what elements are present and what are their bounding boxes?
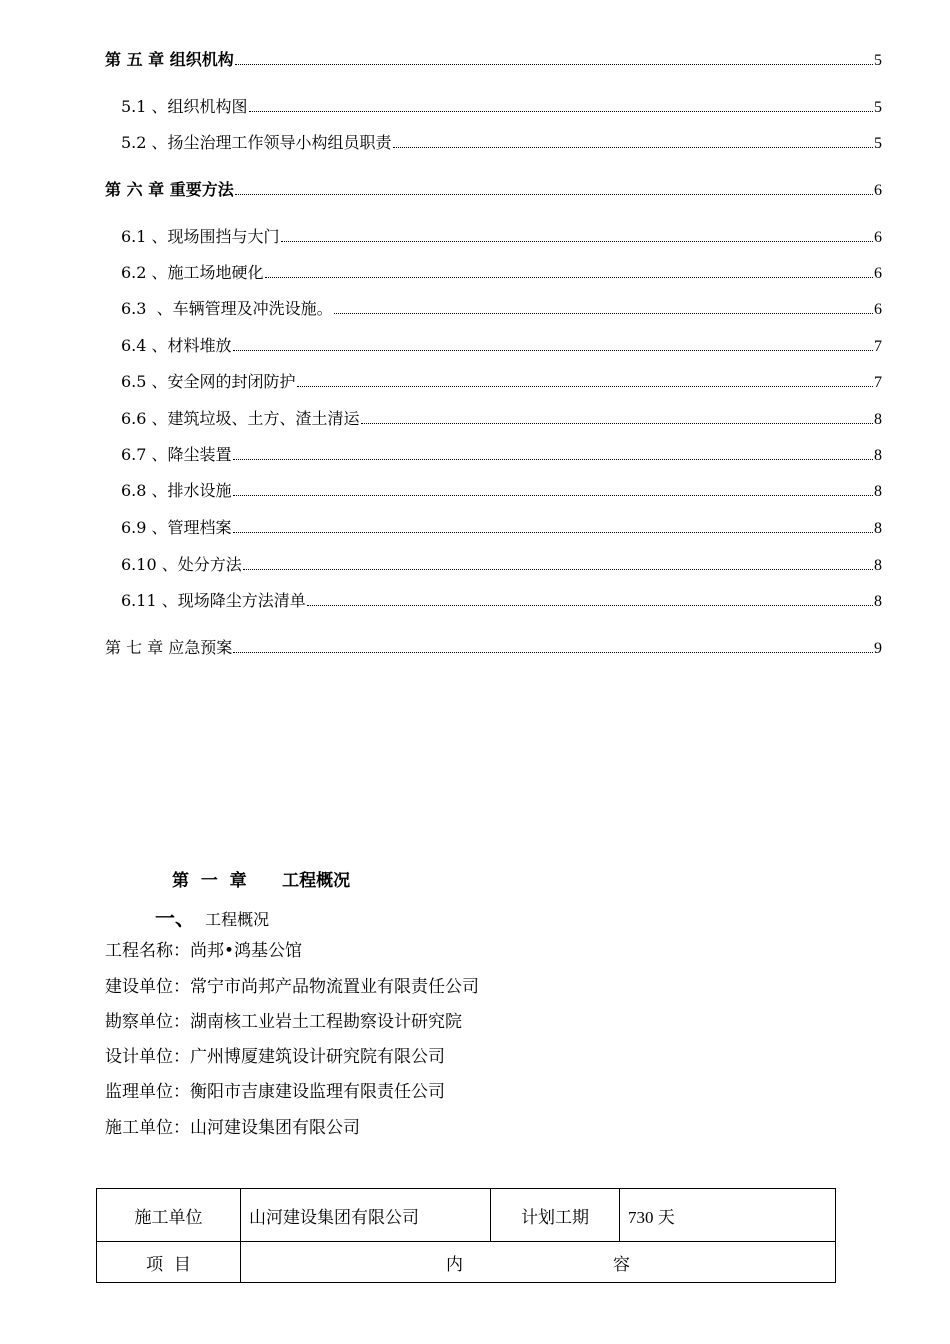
toc-entry-page: 6	[874, 229, 882, 246]
toc-entry-page: 8	[874, 447, 882, 464]
toc-leader-dots	[393, 146, 873, 148]
toc-entry-title: 5.1 、组织机构图	[121, 97, 248, 116]
project-info-table	[96, 1188, 836, 1283]
planned-duration-value: 730 天	[620, 1189, 836, 1242]
content-header	[241, 1242, 836, 1283]
toc-entry[interactable]	[121, 97, 882, 118]
toc-entry[interactable]	[121, 133, 882, 154]
toc-entry[interactable]	[121, 227, 882, 248]
toc-entry-title: 6.5 、安全网的封闭防护	[121, 372, 296, 391]
toc-leader-dots	[233, 349, 873, 351]
item-header: 项 目	[97, 1242, 241, 1283]
toc-entry[interactable]	[121, 299, 882, 320]
toc-entry-title: 5.2 、扬尘治理工作领导小构组员职责	[121, 133, 392, 152]
section-title-text: 工程概况	[205, 910, 270, 929]
toc-leader-dots	[265, 276, 873, 278]
toc-entry[interactable]	[121, 481, 882, 502]
chapter-title: 第 一 章 工程概况	[172, 871, 351, 891]
toc-leader-dots	[361, 422, 873, 424]
toc-entry-title: 6.4 、材料堆放	[121, 336, 232, 355]
toc-leader-dots	[233, 531, 873, 533]
toc-entry-page: 5	[874, 99, 882, 116]
toc-leader-dots	[233, 494, 873, 496]
toc-leader-dots	[307, 604, 873, 606]
toc-entry-title: 第 五 章 组织机构	[105, 50, 234, 69]
toc-entry-page: 9	[874, 640, 882, 657]
toc-entry-title: 6.8 、排水设施	[121, 481, 232, 500]
toc-entry-page: 5	[874, 52, 882, 69]
toc-leader-dots	[249, 110, 873, 112]
toc-entry-page: 5	[874, 135, 882, 152]
toc-entry[interactable]	[121, 555, 882, 576]
section-heading	[155, 902, 269, 931]
construction-unit-label: 施工单位	[97, 1189, 241, 1242]
toc-leader-dots	[235, 193, 873, 195]
toc-entry-page: 8	[874, 483, 882, 500]
toc-entry-title: 第 七 章 应急预案	[105, 638, 233, 657]
toc-entry[interactable]	[121, 336, 882, 357]
toc-leader-dots	[297, 385, 873, 387]
toc-entry[interactable]	[105, 638, 882, 659]
toc-entry-title: 6.9 、管理档案	[121, 518, 232, 537]
design-unit-line: 设计单位：广州博厦建筑设计研究院有限公司	[105, 1047, 445, 1067]
toc-entry-page: 7	[874, 338, 882, 355]
table-row	[97, 1242, 836, 1283]
toc-entry-page: 8	[874, 520, 882, 537]
toc-entry-title: 6.1 、现场围挡与大门	[121, 227, 280, 246]
toc-leader-dots	[233, 458, 873, 460]
content-header-right: 容	[613, 1254, 630, 1275]
toc-entry-title: 6.6 、建筑垃圾、土方、渣土清运	[121, 409, 360, 428]
project-name-line: 工程名称：尚邦•鸿基公馆	[105, 941, 303, 961]
toc-entry-title: 6.2 、施工场地硬化	[121, 263, 264, 282]
toc-entry-title: 第 六 章 重要方法	[105, 180, 234, 199]
toc-entry[interactable]	[121, 518, 882, 539]
table-row	[97, 1189, 836, 1242]
toc-entry[interactable]	[105, 50, 882, 71]
toc-entry-title: 6.10 、处分方法	[121, 555, 242, 574]
toc-entry-page: 8	[874, 593, 882, 610]
toc-entry-page: 6	[874, 301, 882, 318]
toc-entry-page: 8	[874, 411, 882, 428]
planned-duration-label: 计划工期	[491, 1189, 620, 1242]
toc-leader-dots	[233, 651, 873, 653]
builder-line: 建设单位：常宁市尚邦产品物流置业有限责任公司	[105, 977, 479, 997]
construction-unit-line: 施工单位：山河建设集团有限公司	[105, 1118, 360, 1138]
toc-entry[interactable]	[121, 445, 882, 466]
toc-entry-title: 6.7 、降尘装置	[121, 445, 232, 464]
toc-entry[interactable]	[105, 180, 882, 201]
toc-leader-dots	[243, 568, 873, 570]
toc-leader-dots	[281, 240, 873, 242]
toc-entry[interactable]	[121, 372, 882, 393]
toc-entry[interactable]	[121, 591, 882, 612]
toc-entry[interactable]	[121, 409, 882, 430]
toc-entry[interactable]	[121, 263, 882, 284]
toc-entry-page: 6	[874, 182, 882, 199]
toc-entry-page: 8	[874, 557, 882, 574]
section-number: 一、	[155, 906, 195, 930]
construction-unit-value: 山河建设集团有限公司	[241, 1189, 491, 1242]
toc-entry-page: 6	[874, 265, 882, 282]
toc-leader-dots	[334, 312, 873, 314]
toc-entry-title: 6.3 、车辆管理及冲洗设施。	[121, 299, 333, 318]
toc-entry-title: 6.11 、现场降尘方法清单	[121, 591, 306, 610]
toc-leader-dots	[235, 63, 873, 65]
content-header-left: 内	[446, 1254, 463, 1275]
toc-entry-page: 7	[874, 374, 882, 391]
supervision-unit-line: 监理单位：衡阳市吉康建设监理有限责任公司	[105, 1082, 445, 1102]
survey-unit-line: 勘察单位：湖南核工业岩土工程勘察设计研究院	[105, 1012, 462, 1032]
